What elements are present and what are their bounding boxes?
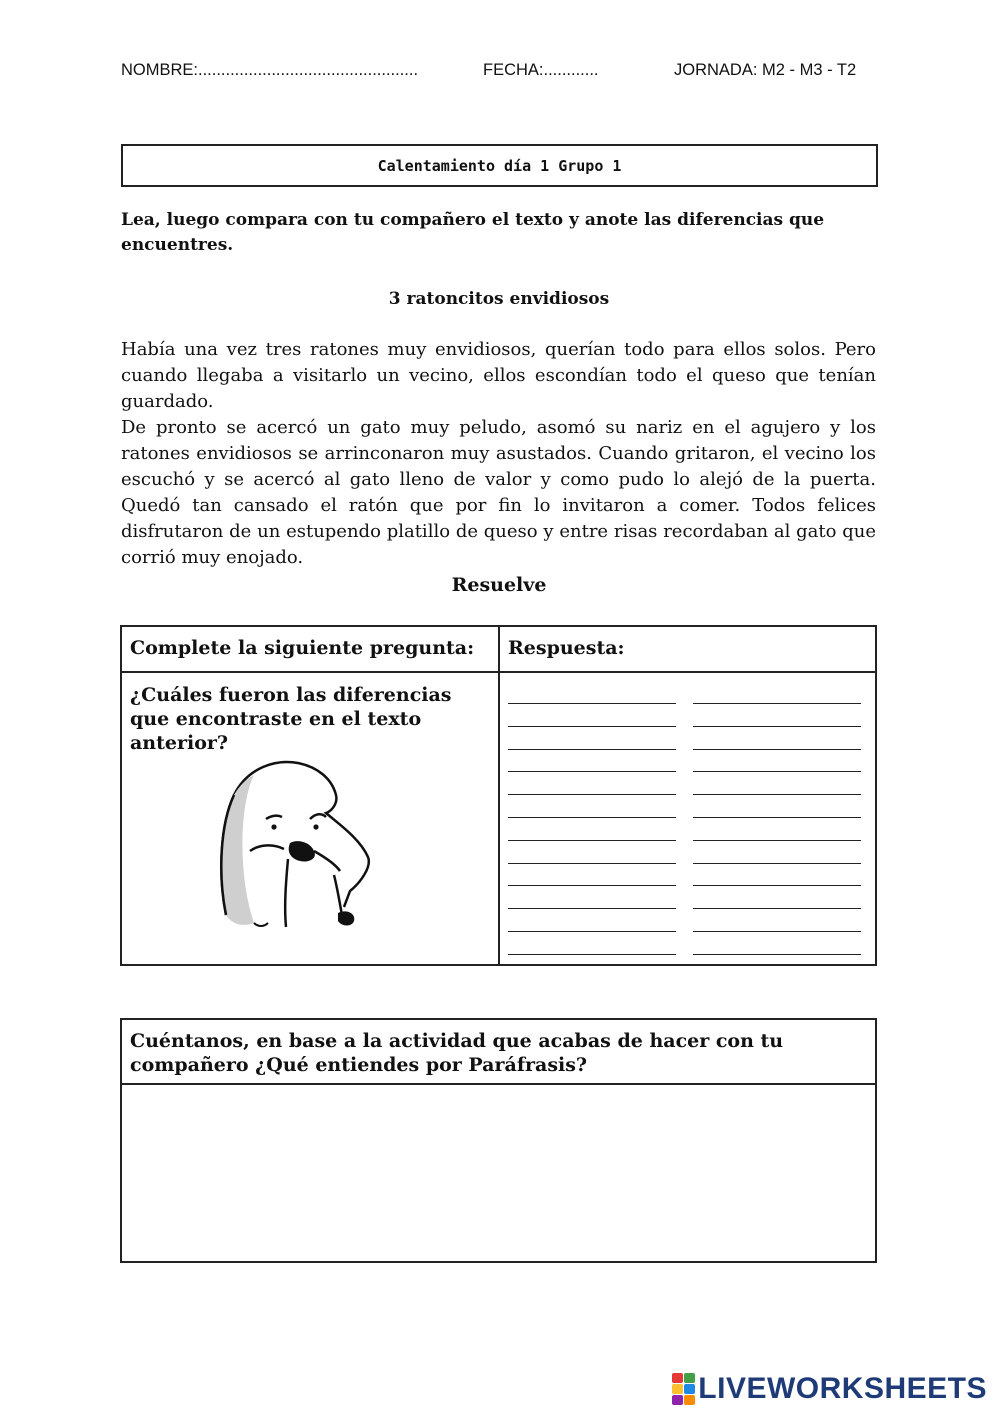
logo-mark-icon	[672, 1373, 695, 1405]
question-text: ¿Cuáles fueron las diferencias que encontraste en el texto anterior?	[130, 684, 452, 754]
answer-blank-line[interactable]	[508, 726, 676, 727]
answer-blank-line[interactable]	[508, 749, 676, 750]
answer-blank-line[interactable]	[508, 771, 676, 772]
answer-blank-line[interactable]	[693, 931, 861, 932]
answer-blank-line[interactable]	[693, 954, 861, 955]
answer-blank-line[interactable]	[693, 840, 861, 841]
section-heading-resuelve: Resuelve	[451, 574, 547, 596]
answer-blank-line[interactable]	[693, 794, 861, 795]
answer-blank-line[interactable]	[693, 908, 861, 909]
answer-blank-line[interactable]	[508, 840, 676, 841]
answer-blank-line[interactable]	[693, 703, 861, 704]
answer-blank-line[interactable]	[693, 726, 861, 727]
shift-label: JORNADA: M2 - M3 - T2	[674, 61, 857, 79]
story-title: 3 ratoncitos envidiosos	[388, 289, 610, 309]
answer-blank-line[interactable]	[693, 771, 861, 772]
story-paragraph: Había una vez tres ratones muy envidiosos, querían todo para ellos solos. Pero cuando llegaba a visitarlo un vecino, ellos escondían todo el queso que tenían guardado.	[121, 339, 876, 412]
story-body	[121, 337, 876, 571]
date-field-label: FECHA:............	[483, 61, 599, 79]
paraphrase-answer-area[interactable]	[124, 1086, 873, 1259]
answer-blank-line[interactable]	[508, 931, 676, 932]
answer-blank-line[interactable]	[508, 908, 676, 909]
answer-blank-line[interactable]	[508, 794, 676, 795]
answer-blank-line[interactable]	[693, 817, 861, 818]
answer-blank-line[interactable]	[693, 885, 861, 886]
answer-blank-line[interactable]	[508, 703, 676, 704]
question-column-header: Complete la siguiente pregunta:	[130, 637, 475, 659]
answer-blank-line[interactable]	[508, 885, 676, 886]
row-divider	[122, 1083, 875, 1085]
liveworksheets-logo	[672, 1372, 987, 1406]
answer-blank-line[interactable]	[693, 749, 861, 750]
story-paragraph: De pronto se acercó un gato muy peludo, asomó su nariz en el agujero y los ratones envidiosos se arrinconaron muy asustados. Cuando gritaron, el vecino los escuchó y se acercó al gato lleno de valor y como pudo lo alejó de la puerta. Quedó tan cansado el ratón que por fin lo invitaron a comer. Todos felices disfrutaron de un estupendo platillo de queso y entre risas recordaban al gato que corrió muy enojado.	[121, 417, 876, 568]
warmup-title-box	[121, 144, 878, 187]
answer-column-header: Respuesta:	[508, 637, 625, 659]
answer-blank-line[interactable]	[508, 817, 676, 818]
warmup-title: Calentamiento día 1 Grupo 1	[377, 156, 622, 175]
answer-blank-line[interactable]	[693, 863, 861, 864]
column-divider	[498, 627, 500, 964]
logo-text: LIVEWORKSHEETS	[698, 1372, 987, 1405]
thinking-character-illustration	[214, 755, 384, 937]
instruction-text: Lea, luego compara con tu compañero el texto y anote las diferencias que encuentres.	[121, 210, 825, 255]
answer-blank-line[interactable]	[508, 954, 676, 955]
paraphrase-table	[120, 1018, 877, 1263]
row-divider	[122, 671, 875, 673]
name-field-label: NOMBRE:................................................	[121, 61, 419, 79]
answer-blank-line[interactable]	[508, 863, 676, 864]
paraphrase-prompt: Cuéntanos, en base a la actividad que acabas de hacer con tu compañero ¿Qué entiendes por Paráfrasis?	[130, 1030, 784, 1076]
question-table	[120, 625, 877, 966]
